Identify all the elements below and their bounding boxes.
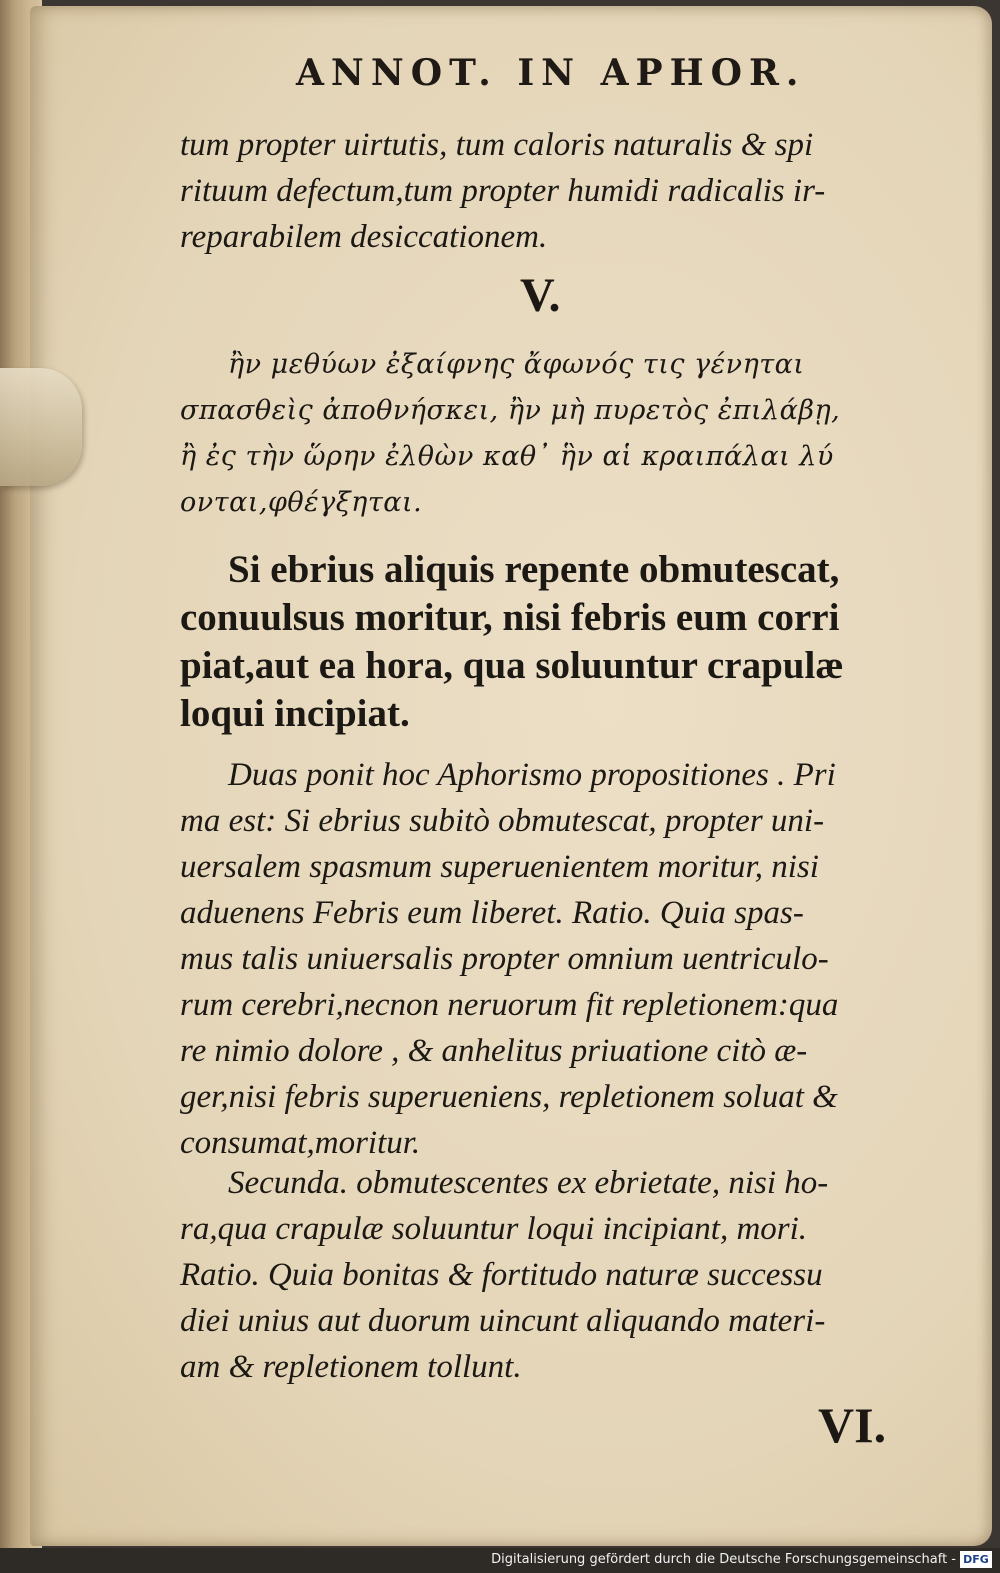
text-line: loqui incipiat. bbox=[180, 692, 410, 735]
text-line: ἢν μεθύων ἐξαίφνης ἄφωνός τις γένηται bbox=[228, 349, 805, 380]
text-line: diei unius aut duorum uincunt aliquando materi- bbox=[180, 1303, 826, 1339]
text-line: uersalem spasmum superuenientem moritur, nisi bbox=[180, 849, 819, 885]
funding-credit: Digitalisierung gefördert durch die Deutsche Forschungsgemeinschaft - bbox=[491, 1552, 956, 1567]
text-line: reparabilem desiccationem. bbox=[180, 219, 548, 255]
commentary-second bbox=[180, 1160, 940, 1390]
text-line: aduenens Febris eum liberet. Ratio. Quia spas- bbox=[180, 895, 804, 931]
greek-aphorism bbox=[180, 342, 940, 526]
commentary-first bbox=[180, 752, 940, 1166]
top-paragraph bbox=[180, 122, 940, 260]
text-line: Si ebrius aliquis repente obmutescat, bbox=[228, 548, 840, 591]
running-head: ANNOT. IN APHOR. bbox=[296, 52, 806, 94]
text-line: tum propter uirtutis, tum caloris naturalis & spi bbox=[180, 127, 814, 163]
section-numeral-v: V. bbox=[520, 269, 561, 322]
text-line: piat,aut ea hora, qua soluuntur crapulæ bbox=[180, 644, 844, 687]
dfg-logo: DFG bbox=[960, 1551, 992, 1568]
digitization-footer bbox=[0, 1548, 1000, 1573]
latin-aphorism bbox=[180, 546, 940, 738]
text-line: am & repletionem tollunt. bbox=[180, 1349, 522, 1385]
text-line: ma est: Si ebrius subitò obmutescat, propter uni- bbox=[180, 803, 825, 839]
text-line: σπασθεὶς ἀποθνήσκει, ἢν μὴ πυρετὸς ἐπιλάβῃ, bbox=[180, 395, 841, 426]
text-line: Ratio. Quia bonitas & fortitudo naturæ successu bbox=[180, 1257, 823, 1293]
text-line: rum cerebri,necnon neruorum fit repletionem:qua bbox=[180, 987, 839, 1023]
text-line: conuulsus moritur, nisi febris eum corri bbox=[180, 596, 840, 639]
text-line: re nimio dolore , & anhelitus priuatione citò æ- bbox=[180, 1033, 808, 1069]
page-clip bbox=[0, 368, 82, 486]
text-line: consumat,moritur. bbox=[180, 1125, 421, 1161]
text-line: Duas ponit hoc Aphorismo propositiones . Pri bbox=[228, 757, 836, 793]
text-line: rituum defectum,tum propter humidi radicalis ir- bbox=[180, 173, 826, 209]
text-line: ger,nisi febris superueniens, repletionem soluat & bbox=[180, 1079, 838, 1115]
section-numeral-vi: VI. bbox=[818, 1397, 887, 1453]
text-line: ra,qua crapulæ soluuntur loqui incipiant, mori. bbox=[180, 1211, 808, 1247]
text-line: Secunda. obmutescentes ex ebrietate, nisi ho- bbox=[228, 1165, 829, 1201]
text-line: ονται,φθέγξηται. bbox=[180, 487, 423, 518]
text-line: mus talis uniuersalis propter omnium uentriculo- bbox=[180, 941, 829, 977]
text-line: ἢ ἐς τὴν ὥρην ἐλθὼν καθ᾽ ἣν αἱ κραιπάλαι λύ bbox=[180, 441, 834, 472]
